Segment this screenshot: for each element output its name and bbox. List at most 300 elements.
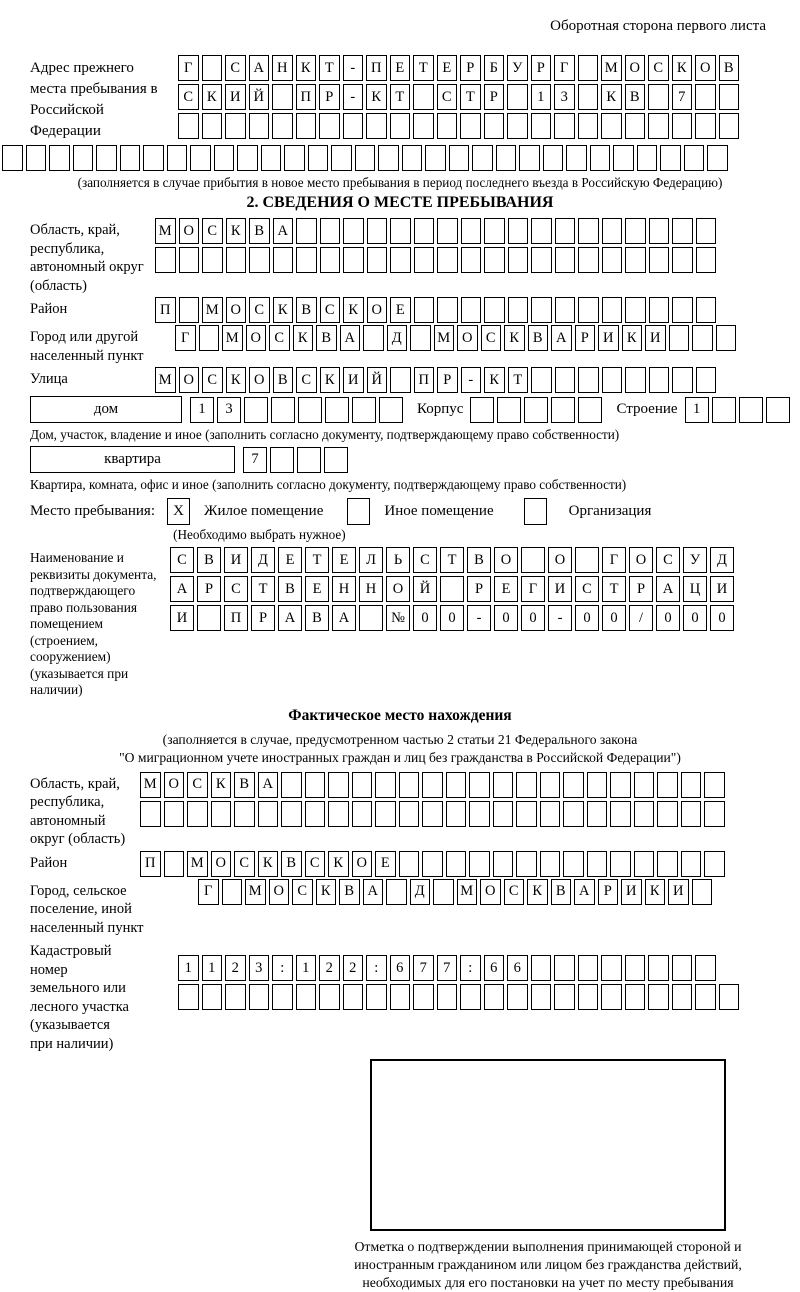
char-cell[interactable]: Д	[710, 547, 734, 573]
char-cell[interactable]: -	[343, 84, 364, 110]
char-cell[interactable]	[719, 84, 740, 110]
char-cell[interactable]	[634, 772, 655, 798]
char-cell[interactable]: 1	[531, 84, 552, 110]
char-cell[interactable]	[402, 145, 423, 171]
char-cell[interactable]: С	[224, 576, 248, 602]
char-cell[interactable]	[272, 84, 293, 110]
char-cell[interactable]	[399, 772, 420, 798]
char-cell[interactable]: Г	[521, 576, 545, 602]
char-cell[interactable]	[461, 247, 482, 273]
char-cell[interactable]: Р	[598, 879, 619, 905]
char-cell[interactable]	[602, 367, 623, 393]
char-cell[interactable]: М	[187, 851, 208, 877]
char-cell[interactable]	[298, 397, 322, 423]
char-cell[interactable]: А	[656, 576, 680, 602]
char-cell[interactable]	[507, 984, 528, 1010]
char-cell[interactable]	[695, 84, 716, 110]
char-cell[interactable]	[766, 397, 790, 423]
char-cell[interactable]: К	[343, 297, 364, 323]
char-cell[interactable]: №	[386, 605, 410, 631]
char-cell[interactable]: В	[339, 879, 360, 905]
char-cell[interactable]: 1	[685, 397, 709, 423]
char-cell[interactable]: Ь	[386, 547, 410, 573]
char-cell[interactable]: 1	[296, 955, 317, 981]
char-cell[interactable]	[187, 801, 208, 827]
char-cell[interactable]	[331, 145, 352, 171]
char-cell[interactable]	[696, 367, 717, 393]
char-cell[interactable]: В	[197, 547, 221, 573]
char-cell[interactable]	[484, 984, 505, 1010]
char-cell[interactable]	[226, 247, 247, 273]
char-cell[interactable]: И	[224, 547, 248, 573]
char-cell[interactable]	[610, 772, 631, 798]
char-cell[interactable]	[343, 218, 364, 244]
char-cell[interactable]	[649, 218, 670, 244]
char-cell[interactable]	[519, 145, 540, 171]
char-cell[interactable]: Р	[460, 55, 481, 81]
char-cell[interactable]	[225, 113, 246, 139]
char-cell[interactable]	[719, 984, 740, 1010]
char-cell[interactable]	[343, 247, 364, 273]
char-cell[interactable]	[551, 397, 575, 423]
char-cell[interactable]	[390, 247, 411, 273]
char-cell[interactable]: 6	[507, 955, 528, 981]
char-cell[interactable]: Р	[251, 605, 275, 631]
char-cell[interactable]: О	[249, 367, 270, 393]
char-cell[interactable]	[649, 367, 670, 393]
char-cell[interactable]: С	[187, 772, 208, 798]
char-cell[interactable]	[484, 247, 505, 273]
char-cell[interactable]	[555, 247, 576, 273]
char-cell[interactable]: О	[164, 772, 185, 798]
checkbox-zhiloe-pomeshchenie[interactable]: X	[167, 498, 190, 525]
char-cell[interactable]	[469, 801, 490, 827]
char-cell[interactable]	[657, 772, 678, 798]
char-cell[interactable]	[625, 984, 646, 1010]
char-cell[interactable]	[446, 851, 467, 877]
char-cell[interactable]	[484, 218, 505, 244]
char-cell[interactable]: И	[548, 576, 572, 602]
char-cell[interactable]: С	[178, 84, 199, 110]
char-cell[interactable]: К	[226, 218, 247, 244]
char-cell[interactable]	[469, 851, 490, 877]
char-cell[interactable]	[704, 851, 725, 877]
char-cell[interactable]	[493, 772, 514, 798]
char-cell[interactable]: Т	[460, 84, 481, 110]
char-cell[interactable]: К	[258, 851, 279, 877]
char-cell[interactable]: И	[170, 605, 194, 631]
char-cell[interactable]	[587, 772, 608, 798]
char-cell[interactable]: Т	[390, 84, 411, 110]
char-cell[interactable]: К	[484, 367, 505, 393]
char-cell[interactable]: К	[366, 84, 387, 110]
char-cell[interactable]	[73, 145, 94, 171]
char-cell[interactable]: В	[278, 576, 302, 602]
char-cell[interactable]	[531, 297, 552, 323]
char-cell[interactable]	[178, 984, 199, 1010]
char-cell[interactable]	[648, 113, 669, 139]
char-cell[interactable]	[554, 113, 575, 139]
char-cell[interactable]: С	[504, 879, 525, 905]
char-cell[interactable]: С	[202, 218, 223, 244]
char-cell[interactable]: В	[625, 84, 646, 110]
char-cell[interactable]	[425, 145, 446, 171]
char-cell[interactable]: К	[296, 55, 317, 81]
char-cell[interactable]: 7	[413, 955, 434, 981]
char-cell[interactable]: С	[225, 55, 246, 81]
char-cell[interactable]: Н	[359, 576, 383, 602]
char-cell[interactable]	[566, 145, 587, 171]
char-cell[interactable]	[437, 247, 458, 273]
char-cell[interactable]	[446, 772, 467, 798]
char-cell[interactable]: 3	[217, 397, 241, 423]
char-cell[interactable]	[437, 218, 458, 244]
char-cell[interactable]	[273, 247, 294, 273]
char-cell[interactable]	[625, 113, 646, 139]
char-cell[interactable]	[414, 297, 435, 323]
char-cell[interactable]	[578, 397, 602, 423]
char-cell[interactable]	[26, 145, 47, 171]
char-cell[interactable]	[555, 297, 576, 323]
char-cell[interactable]	[634, 801, 655, 827]
char-cell[interactable]: Д	[251, 547, 275, 573]
char-cell[interactable]	[672, 955, 693, 981]
char-cell[interactable]	[587, 851, 608, 877]
char-cell[interactable]	[602, 218, 623, 244]
char-cell[interactable]	[696, 247, 717, 273]
char-cell[interactable]	[496, 145, 517, 171]
char-cell[interactable]	[390, 367, 411, 393]
char-cell[interactable]: :	[272, 955, 293, 981]
char-cell[interactable]	[305, 801, 326, 827]
char-cell[interactable]	[540, 851, 561, 877]
char-cell[interactable]	[625, 955, 646, 981]
char-cell[interactable]: А	[551, 325, 572, 351]
char-cell[interactable]	[296, 218, 317, 244]
char-cell[interactable]: С	[249, 297, 270, 323]
char-cell[interactable]: В	[249, 218, 270, 244]
checkbox-organizatsiya[interactable]	[524, 498, 547, 525]
char-cell[interactable]	[469, 772, 490, 798]
char-cell[interactable]: -	[467, 605, 491, 631]
char-cell[interactable]: 0	[494, 605, 518, 631]
char-cell[interactable]	[140, 801, 161, 827]
char-cell[interactable]: Т	[305, 547, 329, 573]
char-cell[interactable]: Е	[332, 547, 356, 573]
char-cell[interactable]	[410, 325, 431, 351]
char-cell[interactable]: Й	[249, 84, 270, 110]
char-cell[interactable]	[578, 984, 599, 1010]
char-cell[interactable]: 0	[575, 605, 599, 631]
char-cell[interactable]: П	[140, 851, 161, 877]
char-cell[interactable]: Г	[178, 55, 199, 81]
char-cell[interactable]	[695, 955, 716, 981]
char-cell[interactable]	[637, 145, 658, 171]
char-cell[interactable]: К	[601, 84, 622, 110]
char-cell[interactable]: Р	[437, 367, 458, 393]
char-cell[interactable]: В	[281, 851, 302, 877]
char-cell[interactable]	[155, 247, 176, 273]
char-cell[interactable]: Е	[390, 297, 411, 323]
char-cell[interactable]	[413, 113, 434, 139]
char-cell[interactable]	[352, 801, 373, 827]
char-cell[interactable]	[328, 772, 349, 798]
char-cell[interactable]: К	[622, 325, 643, 351]
char-cell[interactable]: 0	[683, 605, 707, 631]
char-cell[interactable]	[305, 772, 326, 798]
char-cell[interactable]: 0	[413, 605, 437, 631]
char-cell[interactable]	[202, 247, 223, 273]
char-cell[interactable]	[531, 984, 552, 1010]
char-cell[interactable]	[179, 297, 200, 323]
char-cell[interactable]: А	[170, 576, 194, 602]
char-cell[interactable]: С	[648, 55, 669, 81]
char-cell[interactable]: К	[672, 55, 693, 81]
char-cell[interactable]: М	[457, 879, 478, 905]
char-cell[interactable]	[164, 851, 185, 877]
char-cell[interactable]	[649, 297, 670, 323]
char-cell[interactable]	[413, 84, 434, 110]
char-cell[interactable]	[399, 851, 420, 877]
char-cell[interactable]: М	[155, 218, 176, 244]
char-cell[interactable]	[554, 955, 575, 981]
char-cell[interactable]: Л	[359, 547, 383, 573]
char-cell[interactable]	[414, 247, 435, 273]
char-cell[interactable]	[578, 113, 599, 139]
char-cell[interactable]	[460, 984, 481, 1010]
char-cell[interactable]: Е	[437, 55, 458, 81]
char-cell[interactable]: Р	[484, 84, 505, 110]
char-cell[interactable]: И	[598, 325, 619, 351]
char-cell[interactable]: М	[245, 879, 266, 905]
char-cell[interactable]: И	[225, 84, 246, 110]
char-cell[interactable]: И	[621, 879, 642, 905]
char-cell[interactable]	[681, 772, 702, 798]
char-cell[interactable]	[508, 297, 529, 323]
char-cell[interactable]: 1	[190, 397, 214, 423]
char-cell[interactable]: 0	[521, 605, 545, 631]
char-cell[interactable]: Р	[319, 84, 340, 110]
char-cell[interactable]: О	[246, 325, 267, 351]
char-cell[interactable]: Й	[413, 576, 437, 602]
char-cell[interactable]	[271, 397, 295, 423]
char-cell[interactable]	[657, 851, 678, 877]
char-cell[interactable]	[375, 801, 396, 827]
char-cell[interactable]: 2	[319, 955, 340, 981]
char-cell[interactable]	[692, 325, 713, 351]
char-cell[interactable]	[672, 984, 693, 1010]
char-cell[interactable]	[625, 218, 646, 244]
char-cell[interactable]	[696, 297, 717, 323]
char-cell[interactable]	[270, 447, 294, 473]
char-cell[interactable]	[587, 801, 608, 827]
char-cell[interactable]	[508, 218, 529, 244]
char-cell[interactable]	[379, 397, 403, 423]
char-cell[interactable]	[695, 984, 716, 1010]
char-cell[interactable]: В	[305, 605, 329, 631]
char-cell[interactable]: -	[461, 367, 482, 393]
char-cell[interactable]	[578, 297, 599, 323]
char-cell[interactable]	[343, 984, 364, 1010]
char-cell[interactable]	[352, 397, 376, 423]
char-cell[interactable]	[363, 325, 384, 351]
char-cell[interactable]	[563, 772, 584, 798]
char-cell[interactable]: Р	[629, 576, 653, 602]
char-cell[interactable]: Е	[494, 576, 518, 602]
char-cell[interactable]	[540, 801, 561, 827]
char-cell[interactable]: С	[269, 325, 290, 351]
char-cell[interactable]	[120, 145, 141, 171]
char-cell[interactable]: А	[574, 879, 595, 905]
char-cell[interactable]	[422, 801, 443, 827]
char-cell[interactable]: С	[305, 851, 326, 877]
char-cell[interactable]	[164, 801, 185, 827]
char-cell[interactable]	[719, 113, 740, 139]
char-cell[interactable]	[214, 145, 235, 171]
char-cell[interactable]: 3	[554, 84, 575, 110]
char-cell[interactable]: 3	[249, 955, 270, 981]
char-cell[interactable]: О	[179, 367, 200, 393]
char-cell[interactable]	[319, 984, 340, 1010]
char-cell[interactable]: В	[316, 325, 337, 351]
char-cell[interactable]: 6	[484, 955, 505, 981]
char-cell[interactable]	[739, 397, 763, 423]
char-cell[interactable]	[366, 984, 387, 1010]
char-cell[interactable]	[672, 297, 693, 323]
char-cell[interactable]: В	[234, 772, 255, 798]
char-cell[interactable]	[696, 218, 717, 244]
char-cell[interactable]	[672, 247, 693, 273]
char-cell[interactable]: О	[625, 55, 646, 81]
char-cell[interactable]	[543, 145, 564, 171]
char-cell[interactable]	[649, 247, 670, 273]
char-cell[interactable]	[167, 145, 188, 171]
char-cell[interactable]	[390, 218, 411, 244]
char-cell[interactable]	[602, 297, 623, 323]
char-cell[interactable]	[2, 145, 23, 171]
char-cell[interactable]	[249, 247, 270, 273]
char-cell[interactable]: М	[155, 367, 176, 393]
char-cell[interactable]: П	[155, 297, 176, 323]
char-cell[interactable]: С	[437, 84, 458, 110]
char-cell[interactable]	[602, 247, 623, 273]
char-cell[interactable]	[328, 801, 349, 827]
char-cell[interactable]	[390, 113, 411, 139]
char-cell[interactable]: П	[366, 55, 387, 81]
char-cell[interactable]: Ц	[683, 576, 707, 602]
char-cell[interactable]	[449, 145, 470, 171]
char-cell[interactable]	[716, 325, 737, 351]
char-cell[interactable]	[625, 247, 646, 273]
char-cell[interactable]: О	[548, 547, 572, 573]
char-cell[interactable]: П	[224, 605, 248, 631]
char-cell[interactable]: :	[460, 955, 481, 981]
char-cell[interactable]	[531, 113, 552, 139]
char-cell[interactable]	[578, 84, 599, 110]
char-cell[interactable]: Г	[602, 547, 626, 573]
char-cell[interactable]: Б	[484, 55, 505, 81]
char-cell[interactable]: М	[222, 325, 243, 351]
char-cell[interactable]	[422, 851, 443, 877]
char-cell[interactable]: К	[527, 879, 548, 905]
char-cell[interactable]	[272, 984, 293, 1010]
char-cell[interactable]: 1	[202, 955, 223, 981]
char-cell[interactable]: Д	[387, 325, 408, 351]
char-cell[interactable]	[375, 772, 396, 798]
char-cell[interactable]: /	[629, 605, 653, 631]
char-cell[interactable]: С	[481, 325, 502, 351]
char-cell[interactable]	[648, 955, 669, 981]
char-cell[interactable]: О	[367, 297, 388, 323]
char-cell[interactable]	[508, 247, 529, 273]
char-cell[interactable]	[244, 397, 268, 423]
char-cell[interactable]	[672, 367, 693, 393]
char-cell[interactable]	[281, 801, 302, 827]
char-cell[interactable]	[695, 113, 716, 139]
char-cell[interactable]: О	[179, 218, 200, 244]
char-cell[interactable]	[272, 113, 293, 139]
char-cell[interactable]	[563, 851, 584, 877]
char-cell[interactable]	[493, 851, 514, 877]
char-cell[interactable]	[96, 145, 117, 171]
char-cell[interactable]	[507, 84, 528, 110]
char-cell[interactable]: 0	[710, 605, 734, 631]
char-cell[interactable]	[707, 145, 728, 171]
char-cell[interactable]	[601, 984, 622, 1010]
char-cell[interactable]: 1	[178, 955, 199, 981]
char-cell[interactable]	[472, 145, 493, 171]
char-cell[interactable]: Т	[440, 547, 464, 573]
char-cell[interactable]: В	[551, 879, 572, 905]
char-cell[interactable]	[367, 247, 388, 273]
char-cell[interactable]: -	[548, 605, 572, 631]
char-cell[interactable]	[355, 145, 376, 171]
char-cell[interactable]	[625, 297, 646, 323]
char-cell[interactable]	[437, 297, 458, 323]
char-cell[interactable]	[197, 605, 221, 631]
char-cell[interactable]	[414, 218, 435, 244]
char-cell[interactable]: Т	[319, 55, 340, 81]
char-cell[interactable]	[386, 879, 407, 905]
char-cell[interactable]: Р	[197, 576, 221, 602]
char-cell[interactable]: 2	[343, 955, 364, 981]
char-cell[interactable]	[578, 955, 599, 981]
char-cell[interactable]	[234, 801, 255, 827]
char-cell[interactable]	[601, 955, 622, 981]
char-cell[interactable]: Е	[278, 547, 302, 573]
char-cell[interactable]	[390, 984, 411, 1010]
char-cell[interactable]: Г	[175, 325, 196, 351]
char-cell[interactable]: М	[202, 297, 223, 323]
char-cell[interactable]: Д	[410, 879, 431, 905]
char-cell[interactable]: В	[296, 297, 317, 323]
char-cell[interactable]	[366, 113, 387, 139]
char-cell[interactable]: К	[320, 367, 341, 393]
char-cell[interactable]: К	[202, 84, 223, 110]
char-cell[interactable]: А	[332, 605, 356, 631]
char-cell[interactable]: О	[211, 851, 232, 877]
char-cell[interactable]: О	[695, 55, 716, 81]
char-cell[interactable]	[554, 984, 575, 1010]
char-cell[interactable]	[249, 984, 270, 1010]
char-cell[interactable]	[143, 145, 164, 171]
char-cell[interactable]: П	[414, 367, 435, 393]
char-cell[interactable]: К	[504, 325, 525, 351]
char-cell[interactable]: 2	[225, 955, 246, 981]
char-cell[interactable]: И	[710, 576, 734, 602]
char-cell[interactable]	[296, 247, 317, 273]
char-cell[interactable]: К	[645, 879, 666, 905]
